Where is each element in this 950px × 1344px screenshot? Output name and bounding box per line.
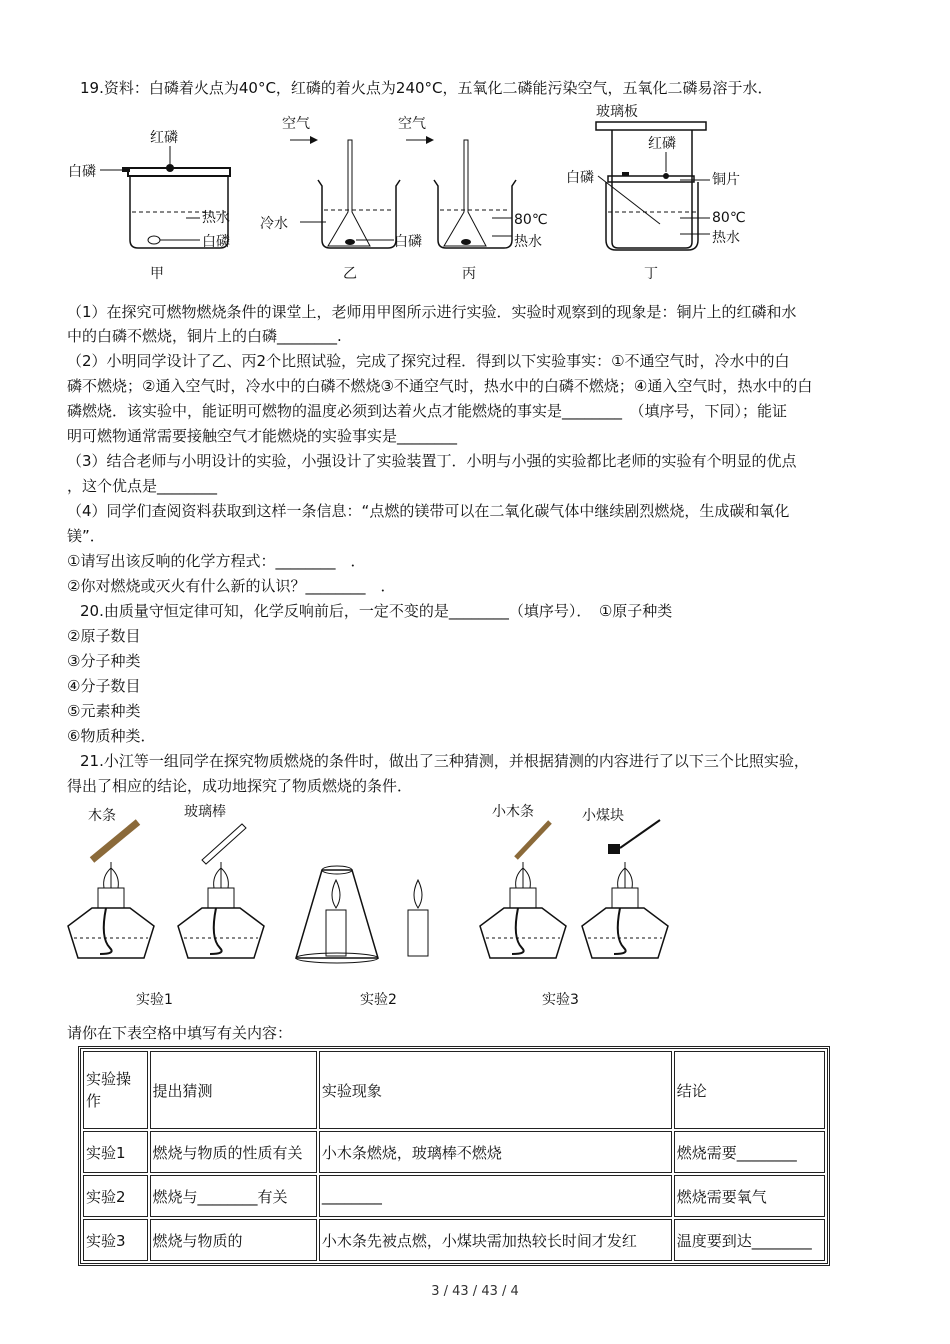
apparatus-yi bbox=[260, 115, 422, 282]
air-tube-bing bbox=[444, 140, 486, 246]
label-temp-ding: 80℃ bbox=[712, 210, 746, 226]
glass-rod bbox=[202, 824, 246, 864]
q19-figure bbox=[60, 100, 900, 290]
q20-option-4: ④分子数目 bbox=[67, 677, 141, 695]
label-lengshui-yi: 冷水 bbox=[260, 216, 288, 232]
label-bailing-jia: 白磷 bbox=[68, 164, 96, 180]
label-reshui-bing: 热水 bbox=[514, 234, 542, 250]
cell-exp1-phenomenon: 小木条燃烧，玻璃棒不燃烧 bbox=[319, 1131, 672, 1173]
header-conclusion: 结论 bbox=[674, 1051, 825, 1129]
label-xiaomeikuai: 小煤块 bbox=[582, 808, 624, 824]
q20-option-3: ③分子种类 bbox=[67, 652, 141, 670]
caption-exp2: 实验2 bbox=[360, 992, 397, 1008]
copper-plate-ding bbox=[608, 176, 694, 182]
beaker-yi bbox=[318, 180, 400, 248]
small-wood-stick bbox=[516, 822, 550, 858]
label-bolibang: 玻璃棒 bbox=[184, 804, 226, 820]
q19-p4-line1: （4）同学们查阅资料获取到这样一条信息：“点燃的镁带可以在二氧化碳气体中继续剧烈燃烧，生成碳和氧化 bbox=[67, 502, 790, 520]
q19-p4-line2: 镁”． bbox=[67, 527, 105, 545]
cell-exp2-guess: 燃烧与________有关 bbox=[150, 1175, 317, 1217]
page-footer: 3 / 43 / 43 / 4 bbox=[431, 1284, 519, 1299]
table-row bbox=[83, 1175, 825, 1217]
q19-intro: 19.资料：白磷着火点为40°C，红磷的着火点为240°C，五氧化二磷能污染空气，五氧化二磷易溶于水． bbox=[80, 79, 773, 97]
label-hongling-ding: 红磷 bbox=[648, 136, 676, 152]
label-reshui-ding: 热水 bbox=[712, 230, 740, 246]
coal-block bbox=[608, 844, 620, 854]
label-temp-bing: 80℃ bbox=[514, 212, 548, 228]
q19-p2-line2: 磷不燃烧；②通入空气时，冷水中的白磷不燃烧③不通空气时，热水中的白磷不燃烧；④通入空气时，热水中的白 bbox=[67, 377, 813, 395]
air-tube-yi bbox=[328, 140, 370, 246]
white-phosphorus-bottom-jia bbox=[148, 236, 160, 244]
table-intro: 请你在下表空格中填写有关内容： bbox=[67, 1024, 293, 1042]
label-reshui-jia: 热水 bbox=[202, 210, 230, 226]
q19-p2-line1: （2）小明同学设计了乙、丙2个比照试验，完成了探究过程．得到以下实验事实：①不通空气时，冷水中的白 bbox=[67, 352, 790, 370]
white-phosphorus-jia bbox=[122, 167, 130, 172]
label-air-bing: 空气 bbox=[398, 116, 426, 132]
table-row bbox=[83, 1219, 825, 1261]
glass-plate-ding bbox=[596, 122, 706, 130]
copper-plate-jia bbox=[128, 168, 230, 176]
caption-exp1: 实验1 bbox=[136, 992, 173, 1008]
cell-exp3-guess: 燃烧与物质的 bbox=[150, 1219, 317, 1261]
q21-line2: 得出了相应的结论，成功地探究了物质燃烧的条件． bbox=[67, 777, 413, 795]
alcohol-lamp-1a bbox=[68, 807, 154, 958]
experiment-table bbox=[78, 1046, 830, 1266]
header-guess: 提出猜测 bbox=[150, 1051, 317, 1129]
cell-exp1-name: 实验1 bbox=[83, 1131, 148, 1173]
label-mutiao: 木条 bbox=[88, 808, 116, 824]
red-phosphorus-jia bbox=[166, 164, 174, 172]
q19-p1-line2: 中的白磷不燃烧，铜片上的白磷________. bbox=[67, 327, 342, 345]
apparatus-jia bbox=[68, 129, 230, 282]
cell-exp1-guess: 燃烧与物质的性质有关 bbox=[150, 1131, 317, 1173]
wood-stick bbox=[92, 822, 138, 860]
candles-exp2 bbox=[296, 866, 428, 963]
caption-bing: 丙 bbox=[462, 266, 476, 282]
label-bailing-yi: 白磷 bbox=[394, 234, 422, 250]
caption-jia: 甲 bbox=[150, 266, 164, 282]
q20-option-2: ②原子数目 bbox=[67, 627, 141, 645]
table-header-row bbox=[83, 1051, 825, 1129]
cell-exp2-name: 实验2 bbox=[83, 1175, 148, 1217]
alcohol-lamp-3a bbox=[480, 803, 566, 958]
caption-exp3: 实验3 bbox=[542, 992, 579, 1008]
q21-line1: 21.小江等一组同学在探究物质燃烧的条件时，做出了三种猜测，并根据猜测的内容进行了以下三个比照实验， bbox=[80, 752, 809, 770]
cell-exp3-phenomenon: 小木条先被点燃，小煤块需加热较长时间才发红 bbox=[319, 1219, 672, 1261]
label-air-yi: 空气 bbox=[282, 116, 310, 132]
q21-figure bbox=[60, 798, 700, 1014]
q19-p2-line4: 明可燃物通常需要接触空气才能燃烧的实验事实是________ bbox=[67, 427, 458, 445]
cell-exp3-conclusion: 温度要到达________ bbox=[674, 1219, 825, 1261]
cell-exp2-conclusion: 燃烧需要氧气 bbox=[674, 1175, 825, 1217]
q20-stem: 20.由质量守恒定律可知，化学反响前后，一定不变的是________（填序号）． ①原子种类 bbox=[80, 602, 673, 620]
beaker-bing bbox=[434, 180, 516, 248]
caption-ding: 丁 bbox=[644, 266, 658, 282]
label-bailing-bottom-jia: 白磷 bbox=[202, 234, 230, 250]
label-hongling-jia: 红磷 bbox=[150, 130, 178, 146]
q19-p1-line1: （1）在探究可燃物燃烧条件的课堂上，老师用甲图所示进行实验．实验时观察到的现象是：铜片上的红磷和水 bbox=[67, 303, 797, 321]
q19-p3-line2: ，这个优点是________ bbox=[67, 477, 218, 495]
caption-yi: 乙 bbox=[343, 266, 357, 282]
alcohol-lamp-3b bbox=[582, 807, 668, 958]
label-bailing-ding: 白磷 bbox=[566, 170, 594, 186]
q19-p4-b: ②你对燃烧或灭火有什么新的认识？________ ． bbox=[67, 577, 396, 595]
label-glass-ding: 玻璃板 bbox=[596, 104, 638, 120]
apparatus-ding bbox=[566, 103, 746, 282]
q20-option-5: ⑤元素种类 bbox=[67, 702, 141, 720]
cell-exp3-name: 实验3 bbox=[83, 1219, 148, 1261]
label-tongpian-ding: 铜片 bbox=[712, 172, 740, 188]
table-row bbox=[83, 1131, 825, 1173]
label-xiaomutiao: 小木条 bbox=[492, 804, 534, 820]
header-operation: 实验操作 bbox=[83, 1051, 148, 1129]
alcohol-lamp-1b bbox=[178, 803, 264, 958]
q19-p4-a: ①请写出该反响的化学方程式：________ ． bbox=[67, 552, 366, 570]
q20-option-6: ⑥物质种类． bbox=[67, 727, 156, 745]
q19-p3-line1: （3）结合老师与小明设计的实验，小强设计了实验装置丁．小明与小强的实验都比老师的实验有个明显的优点 bbox=[67, 452, 797, 470]
cell-exp1-conclusion: 燃烧需要________ bbox=[674, 1131, 825, 1173]
q19-p2-line3: 磷燃烧．该实验中，能证明可燃物的温度必须到达着火点才能燃烧的事实是________ （填序号，下同）；能证 bbox=[67, 402, 788, 420]
header-phenomenon: 实验现象 bbox=[319, 1051, 672, 1129]
cell-exp2-phenomenon: ________ bbox=[319, 1175, 672, 1217]
apparatus-bing bbox=[398, 115, 548, 282]
